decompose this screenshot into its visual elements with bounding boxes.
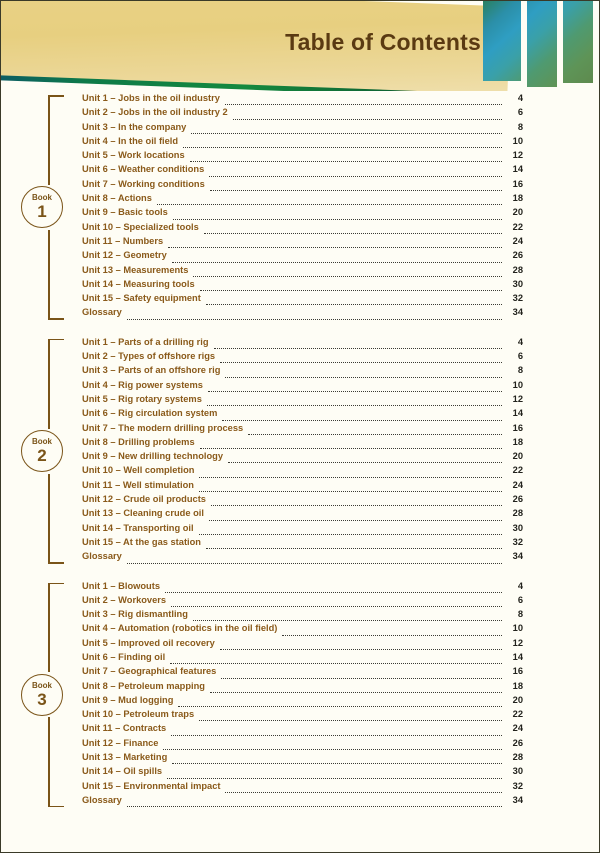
toc-entry-leader-dots <box>210 189 502 191</box>
toc-entry[interactable] <box>82 207 523 221</box>
toc-entry-leader-dots <box>190 160 502 162</box>
toc-entry-page-number: 20 <box>512 451 523 462</box>
toc-entry-page-number: 10 <box>512 135 523 146</box>
stripe-teal-green-1 <box>483 1 521 81</box>
toc-entry[interactable] <box>82 781 523 795</box>
toc-entry-leader-dots <box>163 748 502 750</box>
toc-entry-title: Unit 5 – Work locations <box>82 150 185 161</box>
toc-entry-leader-dots <box>178 705 502 707</box>
toc-entry-title: Unit 9 – Basic tools <box>82 207 168 218</box>
toc-entry-page-number: 24 <box>512 723 523 734</box>
toc-entry[interactable] <box>82 551 523 565</box>
toc-entry-title: Unit 10 – Petroleum traps <box>82 709 195 720</box>
toc-entry-list <box>82 335 523 568</box>
toc-entry[interactable] <box>82 595 523 609</box>
toc-entry-title: Unit 14 – Transporting oil <box>82 522 194 533</box>
toc-entry-title: Unit 11 – Contracts <box>82 723 167 734</box>
book-badge-number: 2 <box>37 446 47 466</box>
toc-entry-page-number: 10 <box>512 379 523 390</box>
toc-entry-leader-dots <box>214 347 502 349</box>
toc-entry[interactable] <box>82 236 523 250</box>
toc-entry-title: Unit 5 – Improved oil recovery <box>82 637 215 648</box>
toc-entry-leader-dots <box>168 246 502 248</box>
toc-entry-title: Unit 6 – Weather conditions <box>82 164 205 175</box>
toc-entry-title: Glossary <box>82 794 122 805</box>
toc-entry-title: Unit 12 – Geometry <box>82 250 167 261</box>
toc-entry-title: Unit 15 – Environmental impact <box>82 780 221 791</box>
toc-entry-page-number: 30 <box>512 766 523 777</box>
toc-entry-leader-dots <box>167 777 502 779</box>
toc-entry-title: Unit 9 – Mud logging <box>82 694 174 705</box>
toc-entry-page-number: 14 <box>512 651 523 662</box>
toc-entry-leader-dots <box>173 218 502 220</box>
book-badge[interactable] <box>21 186 63 228</box>
toc-entry-title: Unit 3 – Parts of an offshore rig <box>82 365 221 376</box>
toc-entry-title: Unit 1 – Parts of a drilling rig <box>82 336 209 347</box>
bracket-line-bottom <box>48 230 50 320</box>
toc-content <box>1 91 600 811</box>
toc-entry-page-number: 26 <box>512 737 523 748</box>
toc-entry-title: Glossary <box>82 551 122 562</box>
toc-entry[interactable] <box>82 351 523 365</box>
toc-entry-page-number: 4 <box>517 93 523 103</box>
toc-entry-list <box>82 579 523 812</box>
toc-entry-page-number: 16 <box>512 178 523 189</box>
toc-entry-title: Unit 1 – Blowouts <box>82 580 160 591</box>
toc-entry-leader-dots <box>228 461 502 463</box>
toc-entry[interactable] <box>82 681 523 695</box>
toc-entry-leader-dots <box>157 203 502 205</box>
toc-entry-page-number: 8 <box>517 121 523 132</box>
toc-entry[interactable] <box>82 451 523 465</box>
toc-entry[interactable] <box>82 709 523 723</box>
toc-entry-page-number: 28 <box>512 508 523 519</box>
bracket-line-top <box>48 339 50 429</box>
book-badge-label: Book <box>32 193 52 203</box>
toc-entry-page-number: 10 <box>512 623 523 634</box>
toc-entry-title: Unit 2 – Jobs in the oil industry 2 <box>82 107 228 118</box>
toc-entry-leader-dots <box>248 433 502 435</box>
toc-entry-title: Unit 2 – Workovers <box>82 594 167 605</box>
toc-entry[interactable] <box>82 752 523 766</box>
toc-entry[interactable] <box>82 293 523 307</box>
toc-entry[interactable] <box>82 523 523 537</box>
toc-entry-page-number: 28 <box>512 264 523 275</box>
toc-entry-title: Unit 6 – Finding oil <box>82 651 166 662</box>
toc-entry[interactable] <box>82 465 523 479</box>
toc-entry[interactable] <box>82 652 523 666</box>
toc-entry[interactable] <box>82 537 523 551</box>
toc-entry[interactable] <box>82 695 523 709</box>
toc-entry-page-number: 30 <box>512 278 523 289</box>
toc-entry-title: Unit 6 – Rig circulation system <box>82 408 218 419</box>
toc-entry[interactable] <box>82 437 523 451</box>
toc-entry-page-number: 8 <box>517 609 523 620</box>
bracket-line-top <box>48 95 50 185</box>
book-section <box>1 579 600 812</box>
toc-entry-title: Unit 4 – Automation (robotics in the oil field) <box>82 623 278 634</box>
toc-entry-leader-dots <box>199 533 502 535</box>
toc-entry[interactable] <box>82 107 523 121</box>
toc-entry-title: Unit 4 – In the oil field <box>82 135 179 146</box>
toc-entry-title: Unit 10 – Well completion <box>82 465 195 476</box>
toc-entry-leader-dots <box>225 103 502 105</box>
toc-entry[interactable] <box>82 723 523 737</box>
toc-entry-leader-dots <box>207 404 502 406</box>
toc-entry-title: Unit 7 – The modern drilling process <box>82 422 244 433</box>
toc-entry-leader-dots <box>222 419 502 421</box>
book-section <box>1 91 600 324</box>
toc-entry-leader-dots <box>172 261 502 263</box>
toc-entry-title: Unit 15 – At the gas station <box>82 536 201 547</box>
toc-entry-title: Unit 14 – Oil spills <box>82 766 163 777</box>
toc-entry-leader-dots <box>220 648 502 650</box>
toc-entry-leader-dots <box>204 232 502 234</box>
toc-entry[interactable] <box>82 93 523 107</box>
toc-entry-leader-dots <box>211 504 502 506</box>
toc-entry-page-number: 20 <box>512 694 523 705</box>
page-title: Table of Contents <box>285 29 481 55</box>
toc-entry-leader-dots <box>282 634 502 636</box>
toc-entry[interactable] <box>82 480 523 494</box>
toc-entry-leader-dots <box>172 762 502 764</box>
toc-entry-page-number: 12 <box>512 637 523 648</box>
toc-entry-page-number: 6 <box>517 594 523 605</box>
toc-entry[interactable] <box>82 307 523 321</box>
book-inner <box>32 335 600 568</box>
toc-entry[interactable] <box>82 494 523 508</box>
toc-entry-title: Unit 1 – Jobs in the oil industry <box>82 93 220 103</box>
book-badge-number: 3 <box>37 689 47 709</box>
toc-entry-leader-dots <box>208 390 502 392</box>
toc-entry-page-number: 16 <box>512 666 523 677</box>
toc-entry[interactable] <box>82 766 523 780</box>
toc-entry-page-number: 24 <box>512 479 523 490</box>
toc-entry-page-number: 32 <box>512 293 523 304</box>
toc-entry-page-number: 34 <box>512 794 523 805</box>
toc-entry-page-number: 16 <box>512 422 523 433</box>
toc-entry[interactable] <box>82 666 523 680</box>
toc-entry-title: Unit 2 – Types of offshore rigs <box>82 351 216 362</box>
book-inner <box>32 91 600 324</box>
toc-entry-title: Unit 13 – Measurements <box>82 264 189 275</box>
toc-entry-page-number: 34 <box>512 551 523 562</box>
toc-entry-title: Unit 4 – Rig power systems <box>82 379 203 390</box>
toc-entry-list <box>82 91 523 324</box>
toc-entry-page-number: 6 <box>517 107 523 118</box>
bracket-line-bottom <box>48 717 50 807</box>
toc-entry-title: Unit 9 – New drilling technology <box>82 451 224 462</box>
toc-entry[interactable] <box>82 581 523 595</box>
toc-entry[interactable] <box>82 623 523 637</box>
toc-entry[interactable] <box>82 638 523 652</box>
entries-wrap <box>82 579 600 812</box>
toc-entry-title: Unit 3 – Rig dismantling <box>82 609 188 620</box>
toc-entry-title: Unit 7 – Working conditions <box>82 178 205 189</box>
toc-entry[interactable] <box>82 222 523 236</box>
header-stripe-group <box>481 1 600 91</box>
stripe-teal-green-2 <box>527 1 557 87</box>
toc-entry-page-number: 18 <box>512 680 523 691</box>
toc-entry[interactable] <box>82 122 523 136</box>
toc-entry[interactable] <box>82 193 523 207</box>
toc-entry-page-number: 22 <box>512 465 523 476</box>
toc-entry-page-number: 18 <box>512 436 523 447</box>
toc-entry-page-number: 12 <box>512 393 523 404</box>
toc-entry-title: Unit 7 – Geographical features <box>82 666 217 677</box>
toc-entry-leader-dots <box>171 734 502 736</box>
book-badge-label: Book <box>32 680 52 690</box>
toc-entry[interactable] <box>82 365 523 379</box>
toc-entry-leader-dots <box>200 447 502 449</box>
toc-entry[interactable] <box>82 423 523 437</box>
toc-entry-title: Unit 8 – Actions <box>82 193 152 204</box>
toc-entry-leader-dots <box>127 562 502 564</box>
entries-wrap <box>82 91 600 324</box>
toc-entry[interactable] <box>82 150 523 164</box>
toc-entry-leader-dots <box>209 175 502 177</box>
toc-entry-page-number: 30 <box>512 522 523 533</box>
page-header <box>1 1 600 91</box>
toc-entry[interactable] <box>82 609 523 623</box>
toc-entry-page-number: 18 <box>512 193 523 204</box>
toc-entry-title: Unit 15 – Safety equipment <box>82 293 201 304</box>
toc-entry-leader-dots <box>233 118 502 120</box>
toc-entry[interactable] <box>82 179 523 193</box>
toc-entry-title: Unit 13 – Cleaning crude oil <box>82 508 204 519</box>
toc-entry-page-number: 14 <box>512 408 523 419</box>
toc-entry[interactable] <box>82 380 523 394</box>
bracket-line-bottom <box>48 474 50 564</box>
toc-entry[interactable] <box>82 279 523 293</box>
toc-entry-leader-dots <box>127 318 502 320</box>
toc-entry-leader-dots <box>225 376 502 378</box>
toc-entry-leader-dots <box>165 591 502 593</box>
toc-entry-page-number: 14 <box>512 164 523 175</box>
toc-entry-title: Unit 11 – Well stimulation <box>82 479 194 490</box>
toc-entry[interactable] <box>82 136 523 150</box>
toc-entry-page-number: 26 <box>512 494 523 505</box>
toc-entry[interactable] <box>82 795 523 809</box>
toc-entry[interactable] <box>82 408 523 422</box>
toc-entry-title: Unit 5 – Rig rotary systems <box>82 393 202 404</box>
toc-entry-page-number: 4 <box>517 580 523 591</box>
toc-entry-leader-dots <box>193 275 502 277</box>
toc-entry-leader-dots <box>171 605 502 607</box>
toc-entry-leader-dots <box>221 677 502 679</box>
toc-entry-page-number: 32 <box>512 536 523 547</box>
toc-entry[interactable] <box>82 250 523 264</box>
toc-entry-title: Unit 8 – Drilling problems <box>82 436 195 447</box>
toc-entry-title: Unit 12 – Finance <box>82 737 159 748</box>
toc-entry-title: Unit 14 – Measuring tools <box>82 278 195 289</box>
stripe-teal-green-3 <box>563 1 593 83</box>
toc-entry[interactable] <box>82 738 523 752</box>
toc-entry[interactable] <box>82 337 523 351</box>
toc-entry-page-number: 6 <box>517 351 523 362</box>
toc-entry-title: Unit 11 – Numbers <box>82 235 164 246</box>
toc-entry-leader-dots <box>210 691 502 693</box>
book-badge-number: 1 <box>37 202 47 222</box>
toc-entry-title: Glossary <box>82 307 122 318</box>
book-section <box>1 335 600 568</box>
toc-entry-title: Unit 3 – In the company <box>82 121 187 132</box>
book-inner <box>32 579 600 812</box>
toc-entry-title: Unit 12 – Crude oil products <box>82 494 206 505</box>
toc-entry-title: Unit 8 – Petroleum mapping <box>82 680 205 691</box>
toc-entry-leader-dots <box>193 619 502 621</box>
book-badge[interactable] <box>21 430 63 472</box>
toc-entry-page-number: 22 <box>512 709 523 720</box>
toc-entry[interactable] <box>82 265 523 279</box>
toc-entry-page-number: 32 <box>512 780 523 791</box>
book-badge[interactable] <box>21 674 63 716</box>
toc-entry-title: Unit 13 – Marketing <box>82 752 168 763</box>
toc-entry-page-number: 28 <box>512 752 523 763</box>
toc-entry[interactable] <box>82 508 523 522</box>
toc-entry-page-number: 26 <box>512 250 523 261</box>
toc-entry-page-number: 4 <box>517 336 523 347</box>
toc-entry-page-number: 22 <box>512 221 523 232</box>
entries-wrap <box>82 335 600 568</box>
toc-entry-leader-dots <box>200 289 502 291</box>
toc-entry-leader-dots <box>170 662 502 664</box>
toc-entry[interactable] <box>82 394 523 408</box>
toc-entry-leader-dots <box>191 132 502 134</box>
toc-entry-leader-dots <box>220 361 502 363</box>
toc-entry-leader-dots <box>225 791 502 793</box>
toc-entry-leader-dots <box>206 547 502 549</box>
toc-entry-leader-dots <box>209 519 502 521</box>
toc-entry-leader-dots <box>206 303 502 305</box>
toc-entry-page-number: 34 <box>512 307 523 318</box>
toc-entry-page-number: 8 <box>517 365 523 376</box>
toc-entry-page-number: 20 <box>512 207 523 218</box>
bracket-line-top <box>48 583 50 673</box>
toc-entry-leader-dots <box>127 805 502 807</box>
toc-entry[interactable] <box>82 164 523 178</box>
toc-entry-leader-dots <box>183 146 502 148</box>
toc-entry-leader-dots <box>199 476 502 478</box>
toc-entry-page-number: 12 <box>512 150 523 161</box>
book-badge-label: Book <box>32 437 52 447</box>
toc-entry-leader-dots <box>199 490 502 492</box>
toc-entry-page-number: 24 <box>512 235 523 246</box>
toc-entry-title: Unit 10 – Specialized tools <box>82 221 199 232</box>
toc-entry-leader-dots <box>199 719 502 721</box>
